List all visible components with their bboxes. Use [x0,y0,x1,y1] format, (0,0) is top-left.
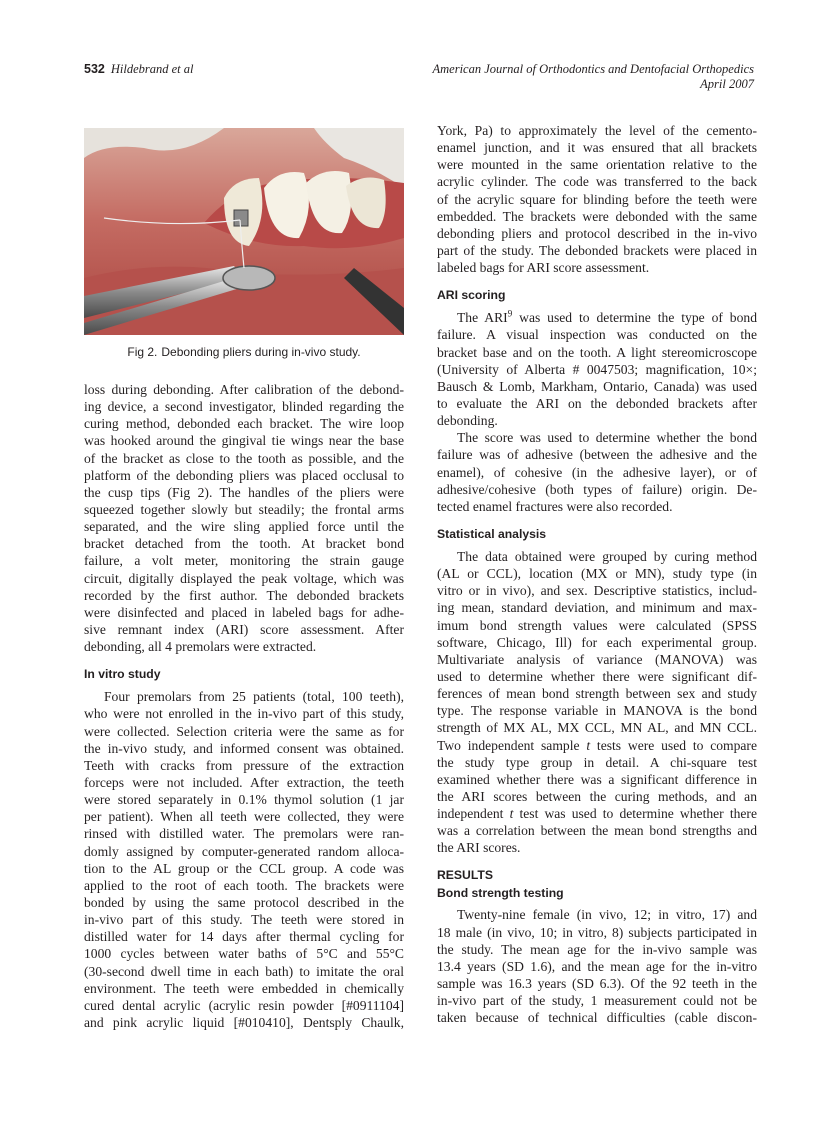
text-line: were mounted in the same orientation relative to the [437,157,757,173]
text-line: taken because of technical difficulties (cable discon- [437,1010,757,1026]
paragraph [437,309,757,429]
text-line: ing mean, standard deviation, and minimum and max- [437,600,757,616]
paragraph [437,906,757,1026]
text-line: (University of Alberta # 0047503; magnification, 10×; [437,361,757,377]
section-heading: RESULTS [437,868,493,883]
section-heading: ARI scoring [437,288,506,303]
left-column [84,381,404,1031]
text-line: the ARI scores between the curing methods, and an [437,788,757,804]
text-line: (30-second dwell time in each bath) to imitate the oral [84,963,404,979]
text-line: part of the study. The debonded brackets were placed in [437,242,757,258]
text-line: York, Pa) to approximately the level of the cemento- [437,123,757,138]
text-line: squeezed together slowly but steadily; the frontal arms [84,501,404,517]
text-line: bracket detached from the tooth. At bracket bond [84,536,404,552]
text-line: curing method, debonded each bracket. The wire loop [84,416,404,432]
citation-superscript: 9 [507,308,513,319]
text-line: used to determine whether there were significant dif- [437,668,757,684]
text-line: failure, a volt meter, monitoring the strain gauge [84,553,404,569]
text-line: were disinfected and placed in labeled bags for adhe- [84,604,404,620]
text-segment: Two independent sample [437,737,587,753]
text-line: failure was of adhesive (between the adhesive and the [437,447,757,463]
text-line: 1000 cycles between water baths of 5°C and 55°C [84,946,404,962]
text-line: acrylic cylinder. The code was transferred to the back [437,174,757,190]
running-header-left [84,62,194,77]
text-segment: t [586,737,591,753]
text-line: debonding pliers and protocol described in the in-vivo [437,225,757,241]
text-line: cured dental acrylic (acrylic resin powder [#0911104] [84,997,404,1013]
text-line: in-vivo part of the study, 1 measurement could not be [437,993,757,1009]
text-line: 13.4 years (SD 1.6), and the mean age for the in-vitro [437,958,757,974]
text-line: debonding. [437,413,498,429]
journal-title: American Journal of Orthodontics and Dentofacial Orthopedics [432,62,754,76]
text-line: The score was used to determine whether the bond [457,430,757,446]
text-line: the ARI scores. [437,840,521,856]
text-line: the study. The mean age for the in-vivo sample was [437,941,757,957]
text-line: were collected. Selection criteria were the same as for [84,723,404,739]
text-line: separated, and the wire sling applied force until the [84,519,404,535]
text-line: tion to the AL group or the CCL group. A code was [84,860,404,876]
section-heading: Bond strength testing [437,886,564,901]
text-segment: test was used to determine whether there [513,806,757,822]
text-line: The data obtained were grouped by curing method [457,548,757,564]
text-line: adhesive/cohesive (both types of failure) origin. De- [437,481,757,497]
paragraph [437,122,757,276]
text-line: enamel), of cohesive (in the adhesive layer), or of [437,464,757,480]
text-line: of the acrylic square for blinding before the teeth were [437,191,757,207]
text-segment: The ARI [457,310,508,326]
text-line: applied to the root of each tooth. The brackets were [84,877,404,893]
text-line: strength of MX AL, MX CCL, MN AL, and MN CCL. [437,720,757,736]
text-line: failure. A visual inspection was conducted on the [437,327,757,343]
text-line: imum bond strength values were calculated (SPSS [437,617,757,633]
text-line: who were not enrolled in the in-vivo part of this study, [84,706,404,722]
issue-date: April 2007 [700,77,754,91]
text-line: the cusp tips (Fig 2). The handles of the pliers were [84,484,404,500]
text-line: circuit, digitally displayed the peak voltage, which was [84,570,404,586]
right-column [437,122,757,1026]
text-line: tected enamel fractures were also recorded. [437,498,673,514]
text-line: labeled bags for ARI score assessment. [437,260,650,276]
text-segment: independent [437,806,510,822]
text-segment: t [509,806,514,822]
text-line: were stored separately in 0.1% thymol solution (1 jar [84,792,404,808]
text-line: ferences of mean bond strength between sex and study [437,686,757,702]
text-line: sive remnant index (ARI) score assessment. After [84,621,404,637]
text-line: platform of the debonding pliers was placed occlusal to [84,467,404,483]
text-line: domly assigned by computer-generated random alloca- [84,843,404,859]
text-line: vitro or in vivo), and sex. Descriptive statistics, includ- [437,583,757,599]
text-line: embedded. The brackets were debonded with the same [437,208,757,224]
text-segment: was used to determine the type of bond [512,310,757,326]
text-line: in-vivo part of this study. The teeth were stored in [84,912,404,928]
text-line: ing device, a second investigator, blinded regarding the [84,399,404,415]
paragraph [437,429,757,515]
text-line: to evaluate the ARI on the debonded brackets after [437,395,757,411]
text-line: per patient). When all teeth were collected, they were [84,809,404,825]
text-line: Bausch & Lomb, Markham, Ontario, Canada) was used [437,378,757,394]
text-line: Twenty-nine female (in vivo, 12; in vitro, 17) and [457,907,757,923]
text-line: enamel junction, and it was ensured that all brackets [437,140,757,156]
text-line: Multivariate analysis of variance (MANOVA) was [437,651,757,667]
text-line: sample was 16.3 years (SD 6.3). Of the 92 teeth in the [437,976,757,992]
text-line: rinsed with distilled water. The premolars were ran- [84,826,404,842]
section-heading: Statistical analysis [437,526,547,541]
text-segment: tests were used to compare [590,737,757,753]
text-line: examined whether there was a significant difference in [437,771,757,787]
text-line: type. The response variable in MANOVA is the bond [437,703,757,719]
text-line: bracket base and on the tooth. A light stereomicroscope [437,344,757,360]
text-line [437,737,757,754]
text-line: the in-vivo study, and informed consent was obtained. [84,740,404,756]
figure-label: Fig 2. [127,345,158,359]
text-line [437,805,757,822]
paragraph [437,548,757,857]
page-number: 532 [84,62,105,76]
text-line: was hooked around the gingival tie wings near the base [84,433,404,449]
text-line: Four premolars from 25 patients (total, 100 teeth), [104,689,404,705]
text-line: 18 male (in vivo, 10; in vitro, 8) subjects participated in [437,924,757,940]
text-line: (AL or CCL), location (MX or MN), study type (in [437,566,757,582]
text-line: software, Chicago, Ill) for each experimental group. [437,634,757,650]
figure-photo-debonding-pliers [84,128,404,335]
text-line: and pink acrylic liquid [#010410], Dentsply Chaulk, [84,1014,404,1030]
text-line: was a correlation between the mean bond strengths and [437,823,757,839]
running-header-right [433,62,755,92]
authors: Hildebrand et al [110,62,194,76]
figure-caption [84,345,404,359]
text-line: distilled water for 14 days after thermal cycling for [84,929,404,945]
text-line: the study type group in detail. A chi-square test [437,754,757,770]
paragraph [84,688,404,1031]
text-line: loss during debonding. After calibration of the debond- [84,382,404,397]
figure-caption-text: Debonding pliers during in-vivo study. [161,345,361,359]
text-line: recorded by the first author. The debonded brackets [84,587,404,603]
text-line: Teeth with cracks from pressure of the extraction [84,757,404,773]
text-line: bonded by using the same protocol described in the [84,894,404,910]
text-line [437,309,757,326]
text-line: environment. The teeth were embedded in chemically [84,980,404,996]
text-line: debonding, all 4 premolars were extracted. [84,639,317,655]
text-line: forceps were not included. After extraction, the teeth [84,774,404,790]
paragraph [84,381,404,655]
text-line: of the bracket as close to the tooth as possible, and the [84,450,404,466]
section-heading: In vitro study [84,667,161,682]
